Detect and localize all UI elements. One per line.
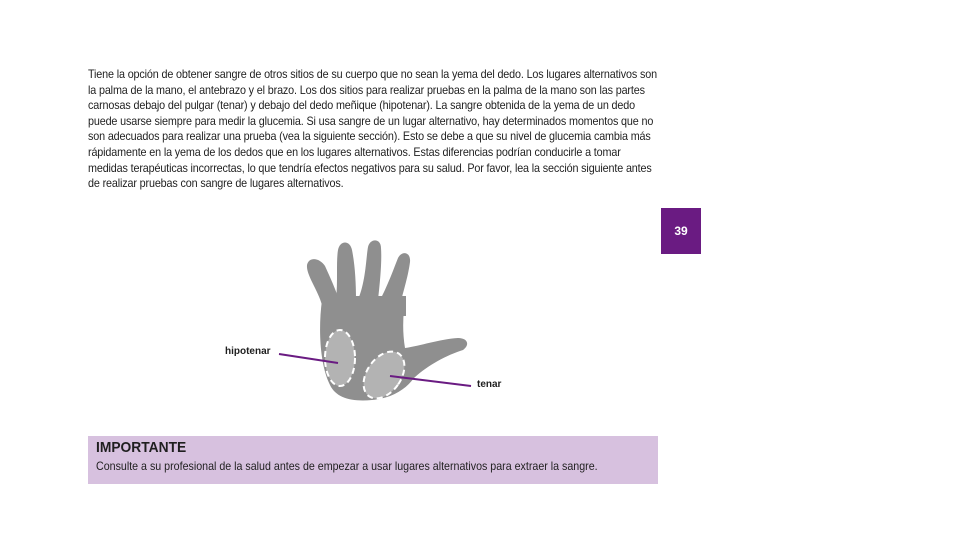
hipotenar-site (325, 330, 355, 386)
hipotenar-label: hipotenar (225, 346, 271, 357)
important-box (88, 436, 658, 484)
important-text: Consulte a su profesional de la salud antes de empezar a usar lugares alternativos para extraer la sangre. (96, 460, 598, 473)
important-title: IMPORTANTE (96, 439, 187, 456)
tenar-site (355, 344, 413, 406)
tenar-label: tenar (477, 379, 502, 390)
hand-palm-icon (307, 240, 467, 400)
body-paragraph: Tiene la opción de obtener sangre de otros sitios de su cuerpo que no sean la yema del dedo. Los lugares alternativos son la palma de la mano, el antebrazo y el brazo. Los dos sitios para realizar pruebas en la palma de la mano son las partes carnosas debajo del pulgar (tenar) y debajo del dedo meñique (hipotenar). La sangre obtenida de la yema de un dedo puede usarse siempre para medir la glucemia. Si usa sangre de un lugar alternativo, hay determinados momentos que no son adecuados para realizar una prueba (vea la siguiente sección). Esto se debe a que su nivel de glucemia cambia más rápidamente en la yema de los dedos que en los lugares alternativos. Estas diferencias podrían conducirle a tomar medidas terapéuticas incorrectas, lo que tendría efectos negativos para su salud. Por favor, lea la sección siguiente antes de realizar pruebas con sangre de lugares alternativos. (88, 68, 657, 191)
tenar-leader-line (390, 376, 471, 386)
hipotenar-leader-line (279, 354, 338, 363)
page-number-tab (661, 208, 701, 254)
page-number: 39 (674, 224, 688, 238)
